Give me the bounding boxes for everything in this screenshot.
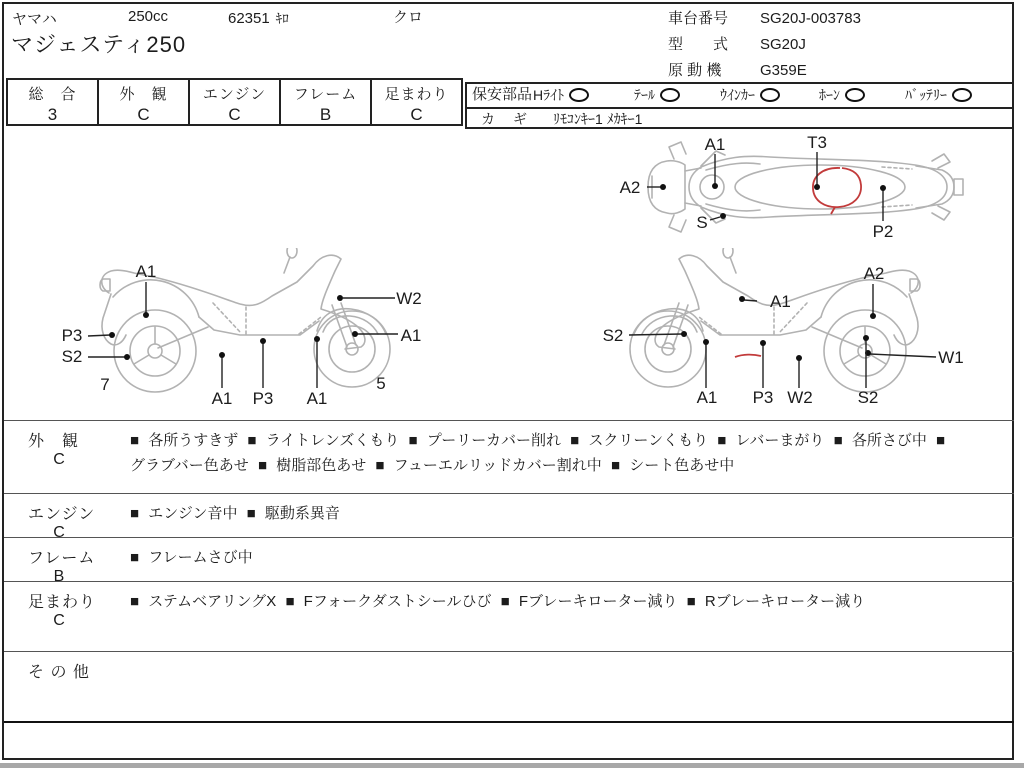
- engine-code-label: 原 動 機: [668, 62, 722, 79]
- grade-cell-undercarriage: [372, 80, 461, 124]
- condition-row-engine: エンジン C ■ エンジン音中 ■ 駆動系異音: [4, 493, 1014, 537]
- red-damage-line: [735, 355, 761, 357]
- diagram-right-side-view: [560, 248, 1024, 420]
- svg-text:W2: W2: [396, 289, 422, 308]
- grade-cell-overall: [8, 80, 99, 124]
- grade-label: 足まわり: [384, 86, 449, 103]
- condition-notes-table: [4, 420, 1014, 762]
- marker-p3-right-bottom: [753, 340, 774, 407]
- marker-w1-right: [865, 348, 964, 367]
- grade-label: 外 観: [119, 86, 168, 103]
- condition-notes: ■ ステムベアリングX ■ Fフォークダストシールひび ■ Fブレーキローター減り ■ Rブレーキローター減り: [130, 593, 866, 610]
- svg-text:T3: T3: [807, 133, 827, 152]
- model-name: マジェスティ250: [11, 32, 187, 57]
- marker-p3-left: [62, 326, 115, 345]
- mileage: [228, 8, 289, 27]
- svg-text:A1: A1: [704, 135, 726, 154]
- status-ok-circle-icon: [952, 88, 972, 102]
- condition-notes: ■ エンジン音中 ■ 駆動系異音: [130, 505, 340, 522]
- safety-item-winker: ｳｲﾝｶｰ: [720, 84, 780, 106]
- body-color: クロ: [393, 9, 424, 26]
- svg-text:W2: W2: [787, 388, 813, 407]
- svg-text:S2: S2: [857, 388, 879, 407]
- svg-text:W1: W1: [938, 348, 964, 367]
- marker-p3-left-bottom: [253, 338, 274, 408]
- chassis-number-value: SG20J-003783: [760, 10, 861, 27]
- grade-label: エンジン: [202, 86, 267, 103]
- key-row: [467, 109, 1012, 129]
- vehicle-id-block: [668, 6, 861, 84]
- svg-text:A2: A2: [863, 264, 885, 283]
- marker-s2-left: [62, 347, 130, 366]
- svg-text:P2: P2: [872, 222, 894, 241]
- maker-name: ヤマハ: [12, 11, 57, 28]
- svg-text:S2: S2: [602, 326, 624, 345]
- marker-a1-left-bottom1: [212, 352, 233, 408]
- svg-text:A2: A2: [619, 178, 641, 197]
- status-ok-circle-icon: [845, 88, 865, 102]
- safety-item-horn: ﾎｰﾝ: [819, 84, 865, 106]
- marker-t3-top-view: [807, 133, 827, 190]
- svg-text:P3: P3: [752, 388, 774, 407]
- condition-notes: ■ フレームさび中: [130, 549, 253, 566]
- condition-row-other: そ の 他: [4, 651, 1014, 721]
- scooter-top-sketch: [648, 142, 963, 232]
- safety-parts-box: [465, 82, 1014, 129]
- grade-cell-frame: [281, 80, 372, 124]
- grade-value: C: [137, 105, 150, 124]
- grade-value: 3: [47, 105, 58, 124]
- marker-s-top-view: [696, 213, 726, 232]
- grade-table: [6, 78, 463, 126]
- svg-text:A1: A1: [696, 388, 718, 407]
- model-code-value: SG20J: [760, 36, 806, 53]
- tire-depth-rear: 7: [100, 375, 110, 394]
- status-ok-circle-icon: [660, 88, 680, 102]
- scan-edge-strip: [0, 763, 1024, 768]
- svg-text:P3: P3: [252, 389, 274, 408]
- marker-a2-top-view: [620, 178, 666, 197]
- marker-a1-left-bottom2: [307, 336, 328, 408]
- engine-code-value: G359E: [760, 62, 807, 79]
- svg-text:A1: A1: [306, 389, 328, 408]
- condition-row-blank: [4, 721, 1014, 762]
- safety-item-headlight: Hﾗｲﾄ: [533, 84, 589, 106]
- mileage-unit: ｷﾛ: [275, 11, 289, 26]
- tire-depth-front: 5: [376, 374, 386, 393]
- condition-notes: ■ 各所うすきず ■ ライトレンズくもり ■ プーリーカバー削れ ■ スクリーンくもり ■ レバーまがり ■ 各所さび中 ■ グラブバー色あせ ■ 樹脂部色あせ ■ フューエルリッドカバー割れ中 ■ シート色あせ中: [130, 432, 946, 474]
- svg-text:A1: A1: [135, 262, 157, 281]
- displacement: 250cc: [128, 8, 169, 25]
- grade-cell-exterior: [99, 80, 190, 124]
- status-ok-circle-icon: [760, 88, 780, 102]
- grade-value: C: [228, 105, 241, 124]
- svg-text:A1: A1: [211, 389, 233, 408]
- diagram-top-view: [600, 130, 1024, 248]
- key-value: ﾘﾓｺﾝｷｰ1 ﾒｶｷｰ1: [553, 111, 643, 127]
- condition-row-undercarriage: 足まわり C ■ ステムベアリングX ■ Fフォークダストシールひび ■ Fブレーキローター減り ■ Rブレーキローター減り: [4, 581, 1014, 651]
- safety-parts-title: 保安部品: [472, 86, 533, 103]
- marker-w2-left: [337, 289, 422, 308]
- grade-label: 総 合: [28, 86, 77, 103]
- safety-item-taillight: ﾃｰﾙ: [634, 84, 680, 106]
- grade-value: C: [410, 105, 423, 124]
- mileage-value: 62351: [228, 10, 270, 27]
- marker-w2-right-bottom: [787, 355, 813, 407]
- safety-parts-row: [467, 84, 1012, 109]
- svg-text:S2: S2: [61, 347, 83, 366]
- grade-value: B: [319, 105, 332, 124]
- svg-text:A1: A1: [770, 292, 791, 311]
- key-label: カ ギ: [481, 111, 529, 127]
- svg-text:P3: P3: [61, 326, 83, 345]
- condition-row-exterior: 外 観 C ■ 各所うすきず ■ ライトレンズくもり ■ プーリーカバー削れ ■ スクリーンくもり ■ レバーまがり ■ 各所さび中 ■ グラブバー色あせ ■ 樹脂部色あせ ■ フューエルリッドカバー割れ中 ■ シート色あせ中: [4, 420, 1014, 493]
- chassis-number-label: 車台番号: [668, 10, 729, 27]
- safety-item-battery: ﾊﾞｯﾃﾘｰ: [905, 84, 972, 106]
- condition-row-frame: フレーム B ■ フレームさび中: [4, 537, 1014, 581]
- svg-text:A1: A1: [400, 326, 422, 345]
- grade-label: フレーム: [293, 86, 358, 103]
- model-code-row: [668, 32, 861, 58]
- engine-code-row: [668, 58, 861, 84]
- model-code-label: 型 式: [668, 36, 729, 53]
- grade-cell-engine: [190, 80, 281, 124]
- status-ok-circle-icon: [569, 88, 589, 102]
- chassis-number-row: [668, 6, 861, 32]
- svg-text:S: S: [696, 213, 708, 232]
- marker-a1-right-bottom: [697, 339, 718, 407]
- diagram-left-side-view: [55, 248, 505, 420]
